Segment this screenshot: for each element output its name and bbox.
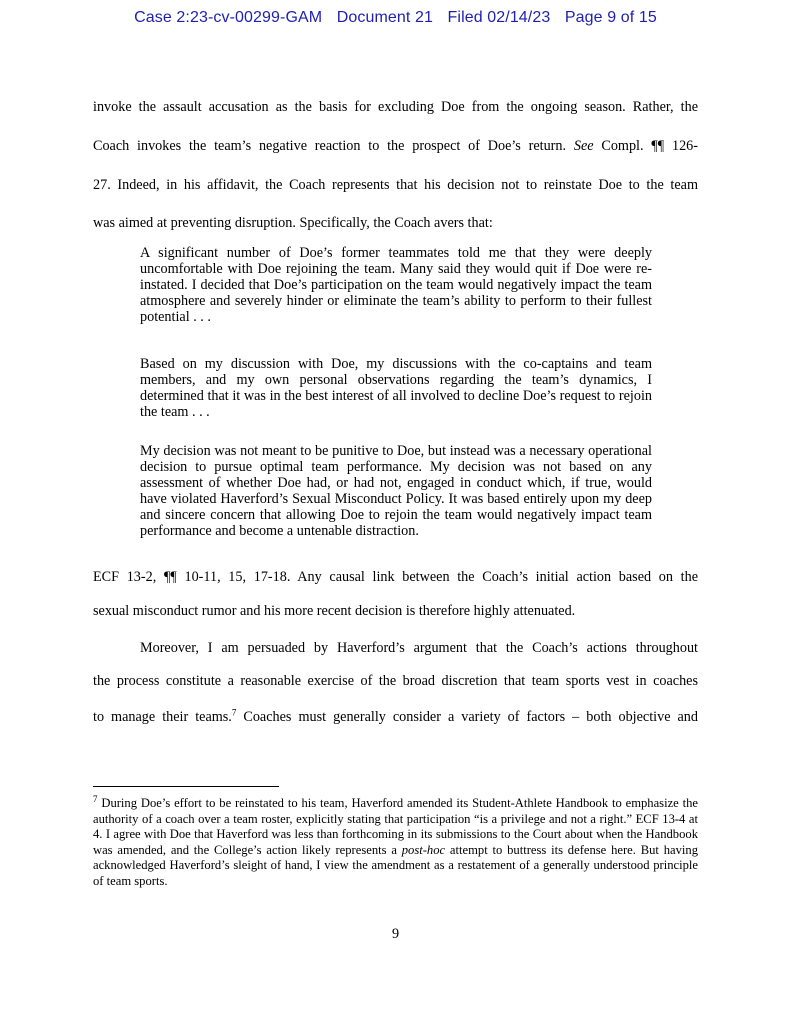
quote-paragraph: A significant number of Doe’s former teammates told me that they were deeply uncomfortable with Doe rejoining the team. Many said they would quit if Doe were re-instated. I decided that Doe’s participation on the team would negatively impact the team atmosphere and severely hinder or eliminate the team’s ability to perform to their fullest potential . . . <box>140 245 652 326</box>
body-line: was aimed at preventing disruption. Specifically, the Coach avers that: <box>93 215 493 231</box>
quote-paragraph: My decision was not meant to be punitive to Doe, but instead was a necessary operational decision to pursue optimal team performance. My decision was not based on any assessment of whether Doe had, or had not, engaged in conduct which, if true, would have violated Haverford’s Sexual Misconduct Policy. It was based entirely upon my deep and sincere concern that allowing Doe to rejoin the team would negatively impact team performance and become a untenable distraction. <box>140 443 652 540</box>
ecf-header <box>0 9 791 27</box>
body-line: the process constitute a reasonable exercise of the broad discretion that team sports vest in coaches <box>93 673 698 689</box>
body-line: ECF 13-2, ¶¶ 10-11, 15, 17-18. Any causal link between the Coach’s initial action based on the <box>93 569 698 585</box>
footnote: $^7$ During Doe’s effort to be reinstated to his team, Haverford amended its Student-Athlete Handbook to emphasize the authority of a coach over a team roster, explicitly stating that participation “is a privilege and not a right.” ECF 13-4 at 4. I agree with Doe that Haverford was less than forthcoming in its submissions to the Court about when the Handbook was amended, and the College’s action likely represents a post-hoc attempt to buttress its defense here. But having acknowledged Haverford’s sleight of hand, I view the amendment as a restatement of a generally understood principle of team sports. <box>93 793 698 888</box>
document-number: Document 21 <box>336 9 433 26</box>
block-quote <box>140 356 652 420</box>
block-quote <box>140 443 652 540</box>
footnote-reference: 7 <box>231 707 237 718</box>
case-number: Case 2:23-cv-00299-GAM <box>134 9 323 26</box>
body-line: invoke the assault accusation as the basis for excluding Doe from the ongoing season. Rather, the <box>93 99 698 115</box>
block-quote <box>140 245 652 325</box>
footnote-marker: 7 <box>93 793 98 804</box>
body-line: Coach invokes the team’s negative reaction to the prospect of Doe’s return. See Compl. ¶¶ 126- <box>93 138 698 154</box>
quote-paragraph: Based on my discussion with Doe, my discussions with the co-captains and team members, and my own personal observations regarding the team’s dynamics, I determined that it was in the best interest of all involved to decline Doe’s request to rejoin the team . . . <box>140 356 652 421</box>
body-line: 27. Indeed, in his affidavit, the Coach represents that his decision not to reinstate Doe to the team <box>93 177 698 193</box>
page-number: 9 <box>391 926 400 942</box>
filed-date: Filed 02/14/23 <box>447 9 551 26</box>
footnote-separator <box>93 786 279 787</box>
body-line: Moreover, I am persuaded by Haverford’s argument that the Coach’s actions throughout <box>140 640 698 656</box>
body-line: to manage their teams.$^7$ Coaches must generally consider a variety of factors – both objective and <box>93 707 698 725</box>
body-line: sexual misconduct rumor and his more recent decision is therefore highly attenuated. <box>93 603 576 619</box>
page-indicator: Page 9 of 15 <box>564 9 657 26</box>
